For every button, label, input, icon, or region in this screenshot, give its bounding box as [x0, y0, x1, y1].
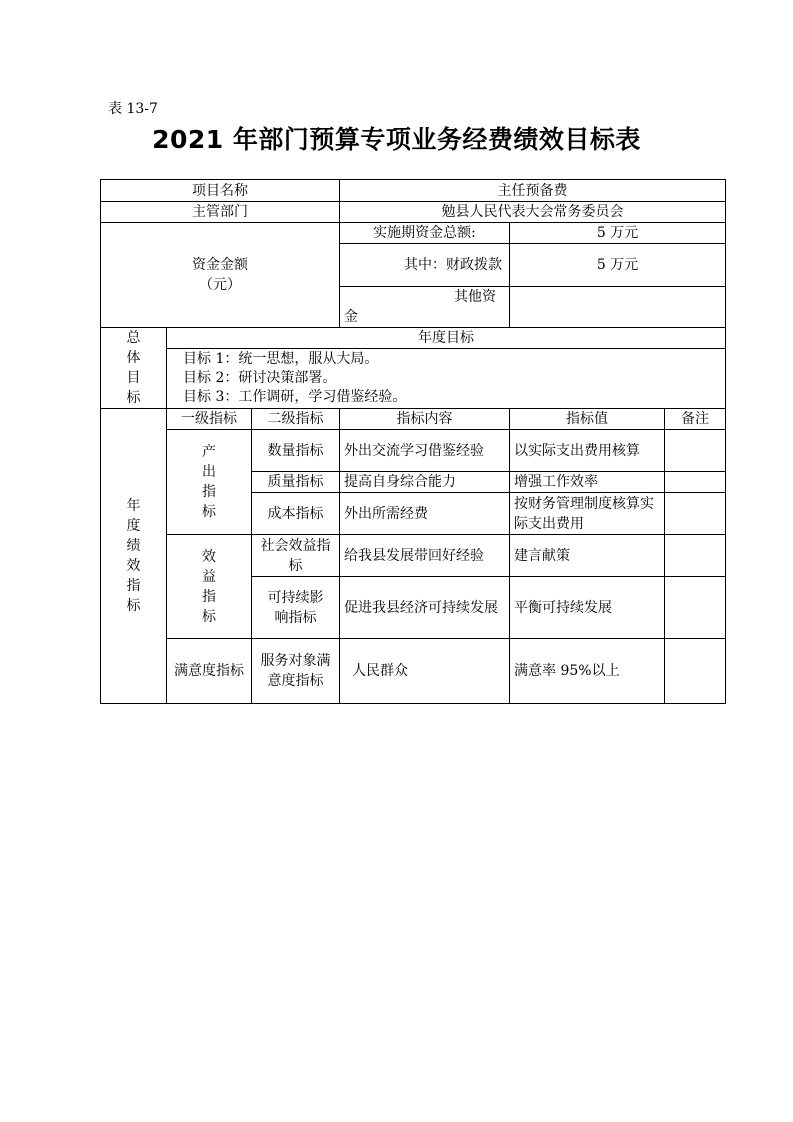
overall-goal-list — [167, 349, 726, 409]
annual-goal-header: 年度目标 — [167, 328, 726, 349]
perf-side-char: 指 — [126, 578, 141, 594]
header-level2: 二级指标 — [252, 409, 340, 430]
level2-cell: 数量指标 — [252, 430, 340, 472]
project-name-value: 主任预备费 — [340, 180, 726, 202]
level2-cell: 社会效益指标 — [252, 535, 340, 577]
document-title: 2021 年部门预算专项业务经费绩效目标表 — [152, 125, 641, 154]
output-indicator-label — [167, 430, 252, 535]
perf-header-row — [101, 409, 726, 430]
header-content: 指标内容 — [340, 409, 510, 430]
note-cell — [665, 472, 726, 493]
department-label: 主管部门 — [101, 202, 340, 223]
overall-goal-header-row — [101, 328, 726, 349]
department-row — [101, 202, 726, 223]
funds-other-value — [510, 287, 726, 328]
header-note: 备注 — [665, 409, 726, 430]
header-value: 指标值 — [510, 409, 665, 430]
group-label-char: 标 — [202, 608, 216, 625]
content-cell: 外出所需经费 — [340, 493, 510, 535]
overall-side-char: 目 — [126, 370, 141, 386]
perf-side-char: 年 — [126, 498, 141, 514]
level2-cell: 成本指标 — [252, 493, 340, 535]
note-cell — [665, 535, 726, 577]
project-name-label: 项目名称 — [101, 180, 340, 202]
satisfaction-indicator-label: 满意度指标 — [167, 639, 252, 704]
value-cell: 建言献策 — [510, 535, 665, 577]
level2-cell: 质量指标 — [252, 472, 340, 493]
group-label-char: 标 — [202, 504, 216, 520]
funds-label-cell — [101, 223, 340, 328]
group-label-char: 指 — [202, 588, 216, 605]
funds-label: 资金金额 — [192, 257, 249, 273]
value-cell: 增强工作效率 — [510, 472, 665, 493]
perf-side-char: 度 — [126, 518, 141, 534]
table-number: 表 13-7 — [108, 101, 158, 117]
goal-item: 目标 1：统一思想，服从大局。 — [183, 351, 379, 367]
benefit-indicator-label — [167, 535, 252, 639]
perf-side-char: 绩 — [126, 538, 141, 554]
goal-item: 目标 3：工作调研，学习借鉴经验。 — [183, 389, 407, 405]
funds-unit: （元） — [199, 277, 242, 293]
header-level1: 一级指标 — [167, 409, 252, 430]
content-cell: 给我县发展带回好经验 — [340, 535, 510, 577]
group-label-char: 产 — [202, 444, 216, 460]
group-label-char: 指 — [202, 484, 216, 500]
project-name-row — [101, 180, 726, 202]
funds-total-value: 5 万元 — [510, 223, 726, 244]
note-cell — [665, 577, 726, 639]
content-cell: 外出交流学习借鉴经验 — [340, 430, 510, 472]
value-cell: 平衡可持续发展 — [510, 577, 665, 639]
perf-side-char: 效 — [126, 558, 141, 574]
overall-side-char: 总 — [126, 330, 141, 346]
group-label-char: 出 — [202, 464, 216, 480]
overall-goal-side-label — [101, 328, 167, 409]
table-row — [101, 535, 726, 577]
funds-fiscal-label: 其中：财政拨款 — [340, 244, 510, 287]
funds-other-label: 其他资金 — [340, 287, 510, 328]
note-cell — [665, 430, 726, 472]
value-cell: 按财务管理制度核算实际支出费用 — [510, 493, 665, 535]
funds-fiscal-value: 5 万元 — [510, 244, 726, 287]
funds-total-row — [101, 223, 726, 244]
table-row — [101, 639, 726, 704]
table-row — [101, 430, 726, 472]
note-cell — [665, 493, 726, 535]
performance-table — [100, 179, 726, 704]
level2-cell: 可持续影响指标 — [252, 577, 340, 639]
overall-side-char: 体 — [126, 350, 141, 366]
note-cell — [665, 639, 726, 704]
overall-goal-row — [101, 349, 726, 409]
funds-total-label: 实施期资金总额: — [340, 223, 510, 244]
content-cell: 人民群众 — [340, 639, 510, 704]
perf-side-char: 标 — [126, 598, 141, 614]
group-label-char: 益 — [202, 568, 216, 585]
value-cell: 以实际支出费用核算 — [510, 430, 665, 472]
level2-cell: 服务对象满意度指标 — [252, 639, 340, 704]
goal-item: 目标 2：研讨决策部署。 — [183, 370, 337, 386]
department-value: 勉县人民代表大会常务委员会 — [340, 202, 726, 223]
perf-side-label — [101, 409, 167, 704]
overall-side-char: 标 — [126, 390, 141, 406]
group-label-char: 效 — [202, 548, 216, 565]
content-cell: 促进我县经济可持续发展 — [340, 577, 510, 639]
value-cell: 满意率 95%以上 — [510, 639, 665, 704]
content-cell: 提高自身综合能力 — [340, 472, 510, 493]
